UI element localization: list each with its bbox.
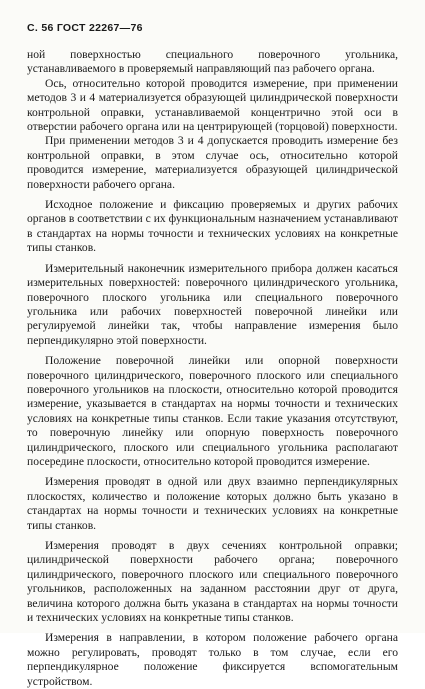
paragraph-measuring-tip: Измерительный наконечник измерительного прибора должен касаться измерительных поверхностей: поверочного цилиндрического угольника, поверочного плоского угольника или специального поверочного угольника или рабочих поверхностей поверочной линейки или регулируемой линейки так, чтобы направление измерения было перпендикулярно этой поверхности.	[27, 261, 398, 347]
page-body	[27, 48, 398, 689]
page-header: С. 56 ГОСТ 22267—76	[27, 22, 143, 34]
paragraph-adjustable-direction: Измерения в направлении, в котором положение рабочего органа можно регулировать, проводят только в том случае, если его перпендикулярное положение фиксируется вспомогательным устройством.	[27, 631, 398, 688]
paragraph-initial-position: Исходное положение и фиксацию проверяемых и других рабочих органов в соответствии с их функциональным назначением устанавливают в стандартах на нормы точности и технических условиях на конкретные типы станков.	[27, 198, 398, 255]
paragraph-two-sections: Измерения проводят в двух сечениях контрольной оправки; цилиндрической поверхности рабочего органа; поверочного цилиндрического, поверочного плоского или специального поверочного угольников, расположенных на заданном расстоянии друг от друга, величина которого должна быть указана в стандартах на нормы точности и технических условиях на конкретные типы станков.	[27, 539, 398, 625]
paragraph-continued: ной поверхностью специального поверочного угольника, устанавливаемого в проверяемый направляющий паз рабочего органа.	[27, 48, 398, 76]
paragraph-straightedge-position: Положение поверочной линейки или опорной поверхности поверочного цилиндрического, поверочного плоского или специального поверочного угольников на плоскости, относительно которой проводится измерение, указывается в стандартах на нормы точности и технических условиях на конкретные типы станков. Если такие указания отсутствуют, то поверочную линейку или опорную поверхность поверочного цилиндрического, плоского или специального угольника располагают посередине плоскости, относительно которой проводится измерение.	[27, 354, 398, 468]
paragraph-axis-materialization: Ось, относительно которой проводится измерение, при применении методов 3 и 4 материализуется образующей цилиндрической поверхности контрольной оправки, устанавливаемой концентрично этой оси в отверстии рабочего органа или на центрирующей (торцовой) поверхности.	[27, 76, 398, 134]
paragraph-without-mandrel: При применении методов 3 и 4 допускается проводить измерение без контрольной оправки, в этом случае ось, относительно которой проводится измерение, материализуется образующей цилиндрической поверхности рабочего органа.	[27, 134, 398, 191]
paragraph-measurement-planes: Измерения проводят в одной или двух взаимно перпендикулярных плоскостях, количество и положение которых должно быть указано в стандартах на нормы точности и технических условиях на конкретные типы станков.	[27, 475, 398, 532]
